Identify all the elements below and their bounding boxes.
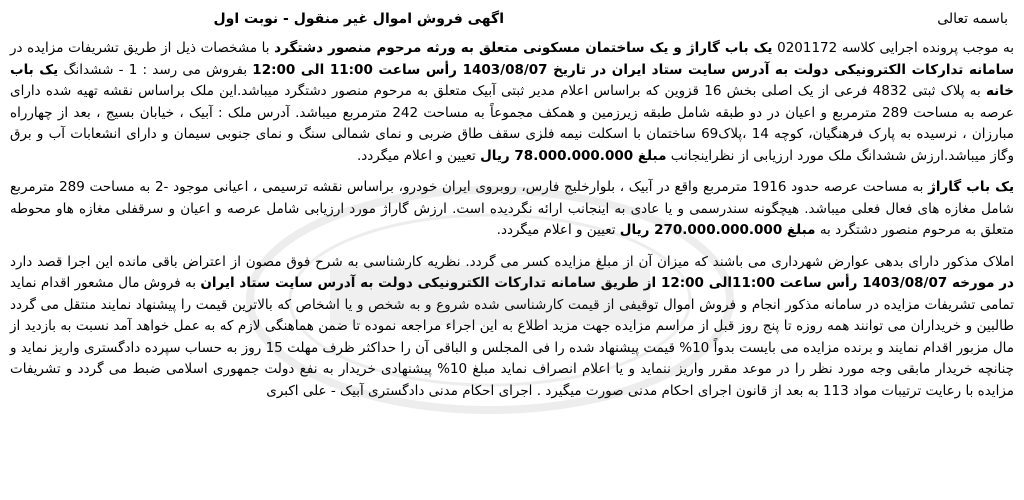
text: به پلاک ثبتی 4832 فرعی از یک اصلی بخش 16 قزوین که براساس اعلام مدیر ثبتی آبیک متعلق به مرحوم منصور دشتگرد میباشد.این ملک براساس نقشه تهیه شده دارای عرصه به مساحت 289 مترمربع و اعیان در دو طبقه شامل طبقه زیرزمین و همکف مجموعاً به مساحت 242 مترمربع میباشد. آدرس ملک : آبیک ، خیابان بسیج ، بعد از چهارراه مبارزان ، نرسیده به پارک فرهنگیان، کوچه 14 ،پلاک69 ساختمان با اسکلت نیمه فلزی سقف طاق ضربی و نمای شمالی سنگ و نمای جنوبی سیمان و دارای انشعابات آب و برق وگاز میباشد.ارزش ششدانگ ملک مورد ارزیابی از نظراینجانب [10, 83, 1014, 164]
paragraph-house [10, 38, 1014, 167]
header [10, 6, 1014, 32]
bold-text: در مورخه 1403/08/07 رأس ساعت 11:00الی 12:00 از طریق سامانه تدارکات الکترونیکی دولت به آدرس سایت ستاد ایران [200, 275, 1014, 291]
basmala: باسمه تعالی [937, 11, 1008, 27]
text: بفروش می رسد : 1 - ششدانگ [58, 61, 253, 78]
price-house: مبلغ 78.000.000.000 ریال [480, 147, 667, 164]
text: املاک مذکور دارای بدهی عوارض شهرداری می باشند که میزان آن از مبلغ مزایده کسر می گردد. نظریه کارشناسی به شرح فوق مصون از اعتراض باقی مانده این اجرا قصد دارد [10, 253, 1014, 270]
paragraph-terms [10, 252, 1014, 403]
paragraph-garage [10, 177, 1014, 242]
bold-text: یک باب خانه [10, 61, 1015, 99]
text: تعیین و اعلام میگردد. [496, 222, 620, 238]
text: تعیین و اعلام میگردد. [356, 147, 481, 164]
notice-title: اگهی فروش اموال غیر منقول - نوبت اول [213, 11, 504, 27]
text: با مشخصات ذیل از طریق تشریفات مزایده در [10, 40, 275, 56]
text: به فروش مال مشعور اقدام نماید تمامی تشریفات مزایده در سامانه مذکور انجام و فروش اموال توقیفی از قیمت کارشناسی شده شروع و به شخص و یا اشخاص که بالاترین قیمت را پیشنهاد نمایند منتقل می گردد طالبین و خریداران می توانند همه روزه تا پنج روز قبل از مراسم مزایده جهت مزید اطلاع به این اجراء مراجعه نموده تا ضمن هماهنگی لازم که به عمل خواهد آمد نسبت به بازدید از مال مزبور اقدام نمایند و برنده مزایده می بایست بدواً 10% قیمت پیشنهاد شده را فی المجلس و الباقی آن را حداکثر ظرف مهلت 15 روز به حساب سپرده دادگستری واریز نماید و چنانچه خریدار مابقی وجه مورد نظر را در موعد مقرر واریز ننماید و یا اعلام انصراف نماید مبلغ 10% پیشنهادی خریدار به نفع دولت جمهوری اسلامی ضبط می گردد و تشریفات مزایده با رعایت ترتیبات مواد 113 به بعد از قانون اجرای احکام مدنی صورت میگیرد . اجرای احکام مدنی دادگستری آبیک - علی اکبری [10, 275, 1014, 399]
bold-text: سامانه تدارکات الکترونیکی دولت به آدرس سایت ستاد ایران در تاریخ 1403/08/07 رأس ساعت 11:00 الی 12:00 [252, 61, 1015, 78]
text: به موجب پرونده اجرایی کلاسه 0201172 [772, 40, 1014, 56]
bold-text: یک باب گاراژ و یک ساختمان مسکونی متعلق به ورثه مرحوم منصور دشتگرد [274, 40, 773, 56]
bold-text: یک باب گاراژ [928, 179, 1015, 195]
price-garage: مبلغ 270.000.000.000 ریال [619, 222, 816, 238]
text: به مساحت عرصه حدود 1916 مترمربع واقع در آبیک ، بلوارخلیج فارس، روبروی ایران خودرو، براساس نقشه ترسیمی ، اعیانی موجود -2 به مساحت 289 مترمربع شامل مغازه های فعال فعلی میباشد. هیچگونه سندرسمی و یا عادی به اینجانب ارائه نگردیده است. ارزش گاراژ مورد ارزیابی شامل عرصه و اعیان و سرقفلی مغازه هاو محوطه متعلق به مرحوم منصور دشتگرد به [10, 179, 1014, 238]
